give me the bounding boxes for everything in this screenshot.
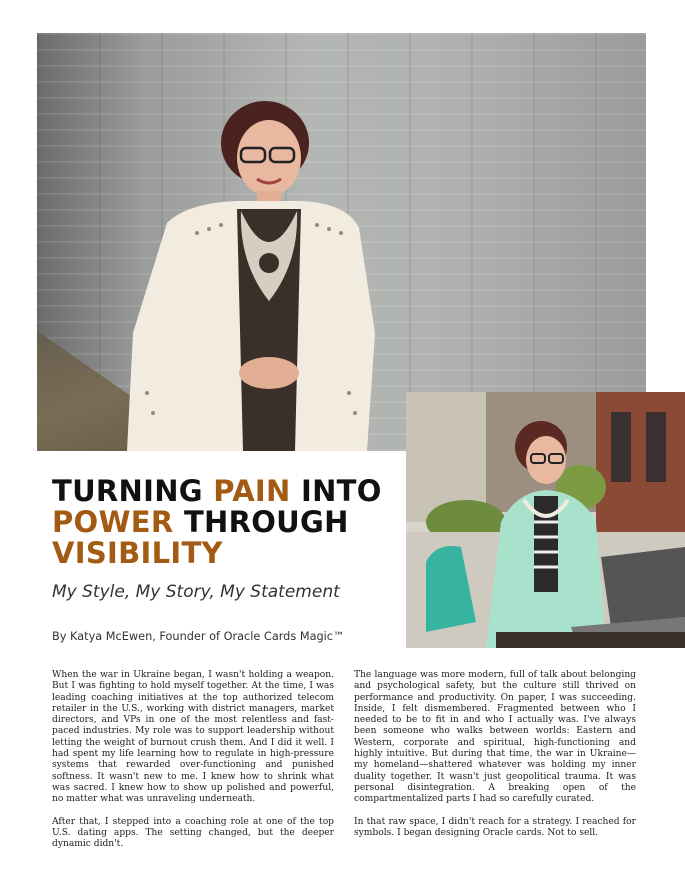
headline-part-3: THROUGH	[173, 505, 349, 539]
laptop-photo	[406, 392, 685, 648]
body-column-right	[354, 670, 636, 850]
headline-accent-pain: PAIN	[213, 474, 291, 508]
article-subtitle: My Style, My Story, My Statement	[52, 582, 340, 602]
body-paragraph: When the war in Ukraine began, I wasn't holding a weapon. But I was fighting to hold myself together. At the time, I was leading coaching initiatives at the top authorized telecom retailer in the U.S., working with district managers, market directors, and VPs in one of the most relentless and fast-paced industries. My role was to support leadership without letting the weight of burnout crush them. And I did it well. I had spent my life learning how to regulate in high-pressure systems that rewarded over-functioning and punished softness. It wasn't new to me. I knew how to shrink what was sacred. I knew how to show up polished and powerful, no matter what was unraveling underneath.	[52, 670, 334, 805]
body-column-left	[52, 670, 334, 861]
body-paragraph: The language was more modern, full of talk about belonging and psychological safety, but the culture still thrived on performance and productivity. On paper, I was succeeding. Inside, I felt dismembered. Fragmented between who I needed to be to fit in and who I actually was. I've always been someone who walks between worlds: Eastern and Western, corporate and spiritual, high-functioning and highly intuitive. But during that time, the war in Ukraine—my homeland—shattered whatever was holding my inner duality together. It wasn't just geopolitical trauma. It was personal disintegration. A breaking open of the compartmentalized parts I had so carefully curated.	[354, 670, 636, 805]
headline-accent-visibility: VISIBILITY	[52, 536, 223, 570]
body-paragraph: In that raw space, I didn't reach for a strategy. I reached for symbols. I began designing Oracle cards. Not to sell.	[354, 816, 636, 838]
article-headline	[52, 476, 402, 569]
headline-accent-power: POWER	[52, 505, 174, 539]
headline-part-1: TURNING	[52, 474, 214, 508]
author-byline: By Katya McEwen, Founder of Oracle Cards Magic™	[52, 630, 345, 643]
portrait-figure	[37, 33, 646, 451]
main-photo	[37, 33, 646, 451]
body-paragraph: After that, I stepped into a coaching role at one of the top U.S. dating apps. The setting changed, but the deeper dynamic didn't.	[52, 816, 334, 850]
laptop-scene	[406, 392, 685, 648]
headline-part-2: INTO	[290, 474, 382, 508]
